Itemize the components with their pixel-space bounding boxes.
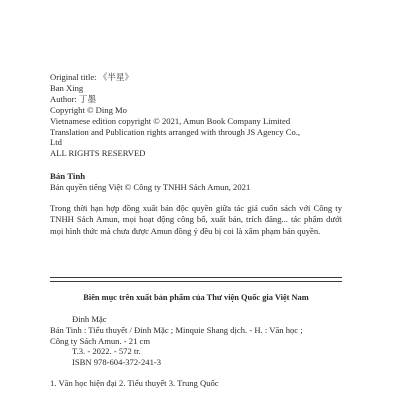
- copyright-page: [50, 72, 350, 237]
- author-line: Author: 丁墨: [50, 93, 97, 104]
- cip-author: Đinh Mặc: [72, 314, 107, 324]
- romanized-title: Ban Xing: [50, 82, 84, 93]
- vietnamese-title: Bán Tinh: [50, 171, 86, 182]
- cip-volume: T.3. - 2022. - 572 tr.: [72, 346, 141, 357]
- vietnamese-edition-copyright: Vietnamese edition copyright © 2021, Amun Book Company Limited: [50, 115, 291, 126]
- divider-bottom: [50, 281, 342, 282]
- translation-rights-line: Translation and Publication rights arranged with through JS Agency Co.,: [50, 126, 301, 137]
- cip-block: [50, 292, 342, 389]
- copyright-line: Copyright © Ding Mo: [50, 104, 127, 115]
- cip-isbn: ISBN 978-604-372-241-3: [72, 357, 162, 368]
- divider-top: [50, 277, 342, 278]
- vietnamese-rights-line: Bản quyền tiếng Việt © Công ty TNHH Sách Amun, 2021: [50, 182, 251, 193]
- cip-entry-text: Bán Tinh : Tiểu thuyết / Đinh Mặc ; Minquie Shang dịch. - H. : Văn học ; Công ty Sách Amun. - 21 cm: [50, 324, 303, 346]
- cip-subjects: 1. Văn học hiện đại 2. Tiểu thuyết 3. Trung Quốc: [50, 377, 219, 388]
- cip-entry: [50, 325, 320, 347]
- cip-record: [50, 314, 342, 389]
- original-copyright-block: [50, 72, 350, 159]
- translation-rights-line-cont: Ltd: [50, 137, 62, 148]
- all-rights-reserved: ALL RIGHTS RESERVED: [50, 148, 146, 159]
- original-title: Original title: 《半星》: [50, 72, 134, 82]
- copyright-notice-paragraph: Trong thời hạn hợp đồng xuất bản độc quyền giữa tác giả cuốn sách với Công ty TNHH Sách Amun, mọi hoạt động công bố, xuất bản, trích đăng... tác phẩm dưới mọi hình thức mà chưa được Amun đồng ý đều bị coi là xâm phạm bản quyền.: [50, 203, 342, 236]
- cip-heading: Biên mục trên xuất bản phẩm của Thư viện Quốc gia Việt Nam: [83, 293, 309, 302]
